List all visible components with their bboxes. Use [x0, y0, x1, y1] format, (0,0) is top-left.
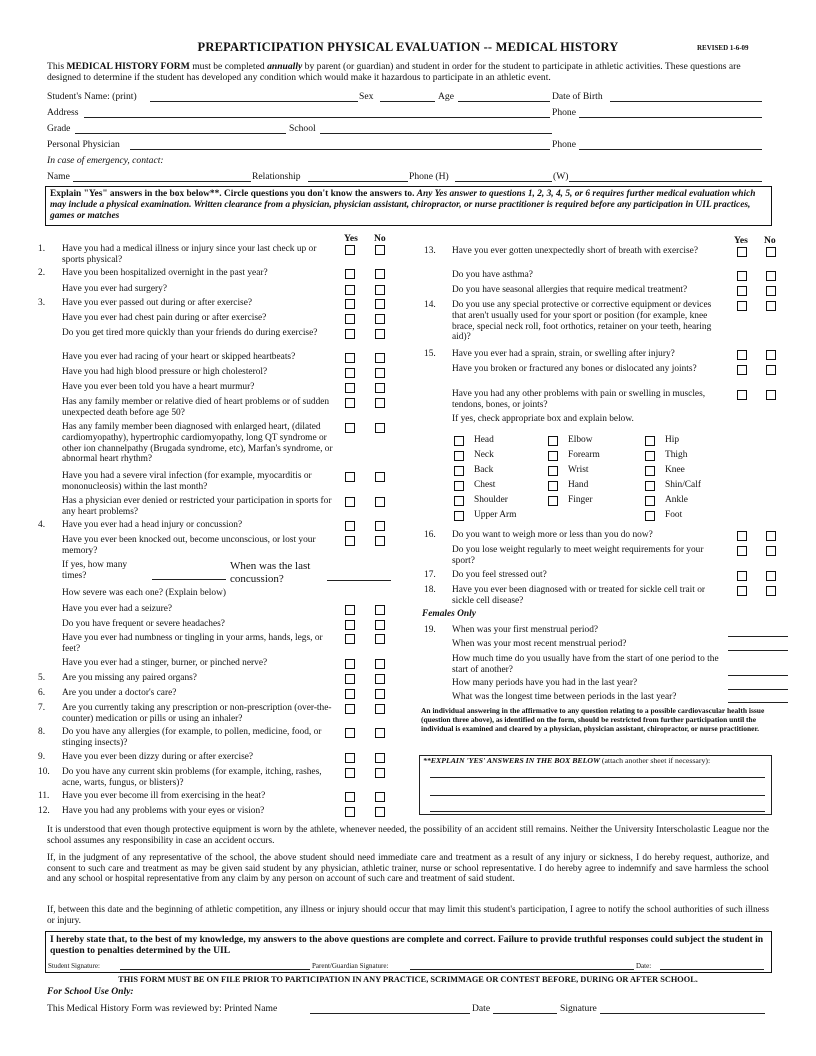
intro-mid: must be completed	[189, 61, 268, 72]
no-checkbox[interactable]	[375, 659, 385, 669]
question-number: 11.	[38, 791, 50, 801]
no-checkbox[interactable]	[375, 398, 385, 408]
phone-w-field[interactable]	[569, 181, 762, 182]
body-check-label: If yes, check appropriate box and explain below.	[452, 414, 634, 424]
intro-text	[47, 61, 772, 83]
explain-line-2[interactable]	[430, 795, 765, 796]
answer-line[interactable]	[728, 689, 788, 690]
grade-label: Grade	[47, 123, 71, 134]
question-text: Have you had high blood pressure or high cholesterol?	[62, 367, 268, 377]
student-signature-label: Student Signature:	[48, 962, 100, 970]
question-text: How many periods have you had in the last year?	[452, 678, 638, 688]
no-checkbox[interactable]	[375, 497, 385, 507]
physician-phone-field[interactable]	[579, 149, 762, 150]
question-text: Are you missing any paired organs?	[62, 673, 197, 683]
no-checkbox[interactable]	[375, 768, 385, 778]
question-number: 17.	[424, 570, 436, 580]
no-checkbox[interactable]	[766, 571, 776, 581]
yes-checkbox[interactable]	[737, 586, 747, 596]
signature-date-field[interactable]	[660, 969, 764, 970]
body-part-checkbox[interactable]	[454, 496, 464, 506]
question-text: Are you currently taking any prescription or non-prescription (over-the-counter) medication or pills or using an inhaler?	[62, 703, 332, 724]
yes-checkbox[interactable]	[345, 497, 355, 507]
address-field[interactable]	[84, 117, 550, 118]
dob-field[interactable]	[610, 101, 762, 102]
instructions-italic: Any Yes answer to questions 1, 2, 3, 4, 5, or 6 requires further medical evaluation which may include a physical examination. Written clearance from a physician, physician assistant, chiropractor, or nurse practitioner is required before any participation in UIL practices, games or matches	[50, 189, 756, 221]
question-text: Have you ever gotten unexpectedly short of breath with exercise?	[452, 246, 698, 256]
intro-form-name: MEDICAL HISTORY FORM	[66, 61, 190, 72]
body-part-checkbox[interactable]	[548, 466, 558, 476]
body-part-label: Foot	[665, 510, 683, 520]
yes-checkbox[interactable]	[345, 792, 355, 802]
yes-checkbox[interactable]	[345, 314, 355, 324]
yes-checkbox[interactable]	[345, 768, 355, 778]
question-text: Have you ever been told you have a heart murmur?	[62, 382, 255, 392]
phone-label: Phone	[552, 107, 576, 118]
no-checkbox[interactable]	[766, 586, 776, 596]
notify-paragraph: If, between this date and the beginning of athletic competition, any illness or injury should occur that may limit this student's participation, I agree to notify the school authorities of such illness or injury.	[47, 905, 769, 926]
no-checkbox[interactable]	[375, 704, 385, 714]
body-part-label: Neck	[474, 450, 494, 460]
no-checkbox[interactable]	[375, 423, 385, 433]
yes-checkbox[interactable]	[737, 365, 747, 375]
reviewed-date-label: Date	[472, 1003, 491, 1014]
question-number: 15.	[424, 349, 436, 359]
intro-post: by parent (or guardian) and student in order for the student to participate in athletic activities. These questions are designed to determine if the student has developed any condition which would make it hazardous to participate in an athletic event.	[47, 61, 741, 84]
yes-checkbox[interactable]	[345, 689, 355, 699]
question-text: Do you want to weigh more or less than you do now?	[452, 530, 653, 540]
reviewed-signature-label: Signature	[560, 1003, 597, 1014]
question-number: 19.	[424, 625, 436, 635]
question-text: Are you under a doctor's care?	[62, 688, 177, 698]
answer-line[interactable]	[728, 650, 788, 651]
body-part-checkbox[interactable]	[454, 481, 464, 491]
last-concussion-label: When was the last concussion?	[230, 560, 311, 585]
question-number: 1.	[38, 244, 46, 254]
phone-h-field[interactable]	[455, 181, 552, 182]
no-checkbox[interactable]	[375, 792, 385, 802]
no-checkbox[interactable]	[375, 634, 385, 644]
no-checkbox[interactable]	[766, 365, 776, 375]
yes-checkbox[interactable]	[345, 245, 355, 255]
school-field[interactable]	[320, 133, 552, 134]
question-text: Do you have any allergies (for example, to pollen, medicine, food, or stinging insects)?	[62, 727, 322, 748]
yes-checkbox[interactable]	[345, 383, 355, 393]
body-part-label: Finger	[568, 495, 593, 505]
body-part-label: Elbow	[568, 435, 593, 445]
yes-checkbox[interactable]	[345, 728, 355, 738]
question-text: Do you have asthma?	[452, 270, 533, 280]
body-part-checkbox[interactable]	[548, 451, 558, 461]
relationship-label: Relationship	[252, 171, 301, 182]
yes-checkbox[interactable]	[345, 634, 355, 644]
question-text: Have you ever had numbness or tingling in your arms, hands, legs, or feet?	[62, 633, 323, 654]
liability-paragraph: It is understood that even though protective equipment is worn by the athlete, whenever needed, the possibility of an accident still remains. Neither the University Interscholastic League nor the school assumes any responsibility in case an accident occurs.	[47, 825, 769, 846]
question-text: Have you ever had chest pain during or after exercise?	[62, 313, 267, 323]
phone-h-label: Phone (H)	[409, 171, 449, 182]
yes-checkbox[interactable]	[345, 620, 355, 630]
revision-date: REVISED 1-6-09	[697, 44, 749, 52]
question-text: Have you ever been diagnosed with or treated for sickle cell trait or sickle cell disease?	[452, 585, 706, 606]
phone-w-label: (W)	[553, 171, 569, 182]
answer-line[interactable]	[728, 702, 788, 703]
body-part-label: Upper Arm	[474, 510, 517, 520]
instructions-bold: Explain "Yes" answers in the box below**. Circle questions you don't know the answers to.	[50, 189, 417, 199]
question-text: When was your most recent menstrual period?	[452, 639, 627, 649]
physician-phone-label: Phone	[552, 139, 576, 150]
body-part-label: Thigh	[665, 450, 688, 460]
question-text: Have you ever had racing of your heart or skipped heartbeats?	[62, 352, 296, 362]
body-part-checkbox[interactable]	[454, 511, 464, 521]
yes-checkbox[interactable]	[737, 546, 747, 556]
body-part-label: Hand	[568, 480, 589, 490]
yes-checkbox[interactable]	[737, 271, 747, 281]
question-text: Do you lose weight regularly to meet weight requirements for your sport?	[452, 545, 704, 566]
yes-checkbox[interactable]	[345, 472, 355, 482]
explain-line-3[interactable]	[430, 811, 765, 812]
question-number: 7.	[38, 703, 46, 713]
school-label: School	[289, 123, 316, 134]
no-checkbox[interactable]	[375, 521, 385, 531]
question-text: Do you use any special protective or corrective equipment or devices that aren't usually used for your sport or position (for example, knee brace, special neck roll, foot orthotics, retainer on your teeth, hearing aid)?	[452, 300, 712, 343]
question-number: 3.	[38, 298, 46, 308]
question-text: How much time do you usually have from the start of one period to the start of another?	[452, 654, 719, 675]
student-signature-field[interactable]	[120, 969, 310, 970]
no-checkbox[interactable]	[766, 301, 776, 311]
no-checkbox[interactable]	[375, 728, 385, 738]
no-header-left: No	[374, 233, 386, 244]
body-part-label: Wrist	[568, 465, 589, 475]
physician-label: Personal Physician	[47, 139, 120, 150]
question-number: 10.	[38, 767, 50, 777]
body-part-label: Chest	[474, 480, 496, 490]
no-checkbox[interactable]	[375, 753, 385, 763]
emergency-name-field[interactable]	[73, 181, 251, 182]
intro-annually: annually	[267, 61, 303, 72]
yes-checkbox[interactable]	[345, 299, 355, 309]
emergency-label: In case of emergency, contact:	[47, 155, 164, 166]
no-checkbox[interactable]	[766, 546, 776, 556]
yes-checkbox[interactable]	[345, 536, 355, 546]
yes-checkbox[interactable]	[737, 531, 747, 541]
body-part-label: Shin/Calf	[665, 480, 701, 490]
yes-checkbox[interactable]	[737, 286, 747, 296]
concussion-severity-label: How severe was each one? (Explain below)	[62, 588, 226, 598]
body-part-label: Head	[474, 435, 494, 445]
statement-text: I hereby state that, to the best of my knowledge, my answers to the above questions are complete and correct. Failure to provide truthful responses could subject the student in question to penalties determined by the UIL	[50, 934, 764, 957]
no-checkbox[interactable]	[375, 620, 385, 630]
body-part-checkbox[interactable]	[645, 451, 655, 461]
question-number: 13.	[424, 246, 436, 256]
question-text: Have you ever passed out during or after exercise?	[62, 298, 253, 308]
page-title: PREPARTICIPATION PHYSICAL EVALUATION -- MEDICAL HISTORY	[197, 40, 619, 54]
concussion-times-label: If yes, how many times?	[62, 560, 128, 581]
body-part-label: Knee	[665, 465, 685, 475]
yes-checkbox[interactable]	[345, 807, 355, 817]
no-checkbox[interactable]	[375, 285, 385, 295]
no-checkbox[interactable]	[375, 329, 385, 339]
question-number: 16.	[424, 530, 436, 540]
body-part-checkbox[interactable]	[454, 466, 464, 476]
no-checkbox[interactable]	[766, 390, 776, 400]
yes-checkbox[interactable]	[345, 329, 355, 339]
body-part-checkbox[interactable]	[645, 511, 655, 521]
yes-checkbox[interactable]	[345, 659, 355, 669]
yes-checkbox[interactable]	[345, 423, 355, 433]
statement-box	[45, 931, 772, 973]
file-notice: THIS FORM MUST BE ON FILE PRIOR TO PARTICIPATION IN ANY PRACTICE, SCRIMMAGE OR CONTEST BEFORE, DURING OR AFTER SCHOOL.	[118, 975, 698, 984]
body-part-checkbox[interactable]	[645, 481, 655, 491]
answer-line[interactable]	[728, 636, 788, 637]
question-number: 12.	[38, 806, 50, 816]
yes-checkbox[interactable]	[345, 269, 355, 279]
question-number: 4.	[38, 520, 46, 530]
question-text: Have you had any problems with your eyes or vision?	[62, 806, 265, 816]
sex-field[interactable]	[380, 101, 435, 102]
no-checkbox[interactable]	[375, 353, 385, 363]
cardio-warning: An individual answering in the affirmative to any question relating to a possible cardiovascular health issue (question three above), as identified on the form, should be restricted from further participation until the individual is examined and cleared by a physician, physician assistant, chiropractor, or nurse practitioner.	[421, 706, 765, 733]
question-number: 8.	[38, 727, 46, 737]
yes-checkbox[interactable]	[345, 368, 355, 378]
no-checkbox[interactable]	[375, 472, 385, 482]
yes-checkbox[interactable]	[345, 353, 355, 363]
relationship-field[interactable]	[308, 181, 408, 182]
student-name-field[interactable]	[150, 101, 358, 102]
body-part-checkbox[interactable]	[454, 436, 464, 446]
yes-checkbox[interactable]	[345, 398, 355, 408]
body-part-checkbox[interactable]	[454, 451, 464, 461]
no-checkbox[interactable]	[766, 531, 776, 541]
no-checkbox[interactable]	[375, 368, 385, 378]
question-text: Has any family member or relative died of heart problems or of sudden unexpected death before age 50?	[62, 397, 330, 418]
body-part-label: Ankle	[665, 495, 688, 505]
question-text: Have you ever had a stinger, burner, or pinched nerve?	[62, 658, 268, 668]
no-checkbox[interactable]	[375, 299, 385, 309]
no-checkbox[interactable]	[766, 247, 776, 257]
phone-field[interactable]	[579, 117, 762, 118]
yes-checkbox[interactable]	[345, 753, 355, 763]
signature-date-label: Date:	[636, 962, 652, 970]
body-part-checkbox[interactable]	[548, 496, 558, 506]
females-only-label: Females Only	[422, 609, 476, 619]
reviewed-by-label: This Medical History Form was reviewed by: Printed Name	[47, 1003, 278, 1014]
question-text: Have you ever been dizzy during or after exercise?	[62, 752, 254, 762]
no-checkbox[interactable]	[375, 674, 385, 684]
intro-pre: This	[47, 61, 67, 72]
yes-checkbox[interactable]	[737, 390, 747, 400]
question-text: Have you ever had surgery?	[62, 284, 167, 294]
age-field[interactable]	[458, 101, 550, 102]
body-part-label: Forearm	[568, 450, 600, 460]
question-text: Have you had a medical illness or injury since your last check up or sports physical?	[62, 244, 317, 265]
question-text: Have you had any other problems with pain or swelling in muscles, tendons, bones, or joints?	[452, 389, 706, 410]
question-text: Have you ever had a head injury or concussion?	[62, 520, 243, 530]
question-text: Have you had a severe viral infection (for example, myocarditis or mononucleosis) within the last month?	[62, 471, 312, 492]
question-number: 5.	[38, 673, 46, 683]
yes-header-left: Yes	[344, 233, 358, 244]
question-number: 18.	[424, 585, 436, 595]
no-header-right: No	[764, 235, 776, 246]
yes-checkbox[interactable]	[737, 247, 747, 257]
question-text: What was the longest time between periods in the last year?	[452, 692, 677, 702]
emergency-name-label: Name	[47, 171, 70, 182]
question-number: 9.	[38, 752, 46, 762]
yes-checkbox[interactable]	[345, 674, 355, 684]
no-checkbox[interactable]	[766, 286, 776, 296]
instructions-box	[45, 186, 772, 226]
body-part-label: Back	[474, 465, 494, 475]
question-number: 2.	[38, 268, 46, 278]
no-checkbox[interactable]	[375, 245, 385, 255]
yes-checkbox[interactable]	[345, 521, 355, 531]
body-part-label: Hip	[665, 435, 680, 445]
yes-checkbox[interactable]	[345, 285, 355, 295]
explain-title-note: (attach another sheet if necessary):	[599, 756, 711, 765]
reviewed-signature-field[interactable]	[600, 1013, 765, 1014]
question-text: Have you broken or fractured any bones or dislocated any joints?	[452, 364, 697, 374]
address-label: Address	[47, 107, 79, 118]
question-number: 6.	[38, 688, 46, 698]
question-text: When was your first menstrual period?	[452, 625, 599, 635]
question-text: Have you ever had a sprain, strain, or swelling after injury?	[452, 349, 675, 359]
student-name-label: Student's Name: (print)	[47, 91, 137, 102]
concussion-times-field[interactable]	[152, 579, 226, 580]
question-text: Has a physician ever denied or restricted your participation in sports for any heart problems?	[62, 496, 332, 517]
sex-label: Sex	[359, 91, 374, 102]
no-checkbox[interactable]	[375, 807, 385, 817]
parent-signature-field[interactable]	[410, 969, 634, 970]
question-text: Have you been hospitalized overnight in the past year?	[62, 268, 268, 278]
physician-field[interactable]	[130, 149, 550, 150]
question-text: Has any family member been diagnosed with enlarged heart, (dilated cardiomyopathy), hypertrophic cardiomyopathy, long QT syndrome or other ion channelpathy (Brugada syndrome, etc), Marfan's syndrome, or abnormal heart rhythm?	[62, 422, 333, 465]
question-text: Have you ever been knocked out, become unconscious, or lost your memory?	[62, 535, 316, 556]
no-checkbox[interactable]	[375, 536, 385, 546]
question-text: Have you ever had a seizure?	[62, 604, 173, 614]
dob-label: Date of Birth	[552, 91, 603, 102]
consent-paragraph: If, in the judgment of any representative of the school, the above student should need immediate care and treatment as a result of any injury or sickness, I do hereby request, authorize, and consent to such care and treatment as may be given said student by any physician, athletic trainer, nurse or school representative. I do hereby agree to indemnify and save harmless the school and any school or hospital representative from any claim by any person on account of such care and treatment of said student.	[47, 853, 769, 885]
yes-checkbox[interactable]	[737, 350, 747, 360]
question-text: Do you have seasonal allergies that require medical treatment?	[452, 285, 688, 295]
no-checkbox[interactable]	[375, 689, 385, 699]
question-number: 14.	[424, 300, 436, 310]
last-concussion-field[interactable]	[327, 580, 391, 581]
yes-header-right: Yes	[734, 235, 748, 246]
yes-checkbox[interactable]	[345, 605, 355, 615]
yes-checkbox[interactable]	[737, 571, 747, 581]
reviewed-name-field[interactable]	[310, 1013, 470, 1014]
no-checkbox[interactable]	[375, 269, 385, 279]
no-checkbox[interactable]	[766, 271, 776, 281]
body-part-checkbox[interactable]	[645, 466, 655, 476]
question-text: Do you have any current skin problems (for example, itching, rashes, acne, warts, fungus, or blisters)?	[62, 767, 322, 788]
body-part-checkbox[interactable]	[548, 436, 558, 446]
age-label: Age	[438, 91, 454, 102]
reviewed-date-field[interactable]	[493, 1013, 557, 1014]
body-part-checkbox[interactable]	[645, 496, 655, 506]
question-text: Do you have frequent or severe headaches?	[62, 619, 225, 629]
question-text: Do you get tired more quickly than your friends do during exercise?	[62, 328, 318, 338]
explain-title-bold: **EXPLAIN 'YES' ANSWERS IN THE BOX BELOW	[423, 756, 600, 765]
no-checkbox[interactable]	[375, 383, 385, 393]
no-checkbox[interactable]	[375, 605, 385, 615]
question-text: Do you feel stressed out?	[452, 570, 547, 580]
body-part-checkbox[interactable]	[645, 436, 655, 446]
body-part-checkbox[interactable]	[548, 481, 558, 491]
question-text: Have you ever become ill from exercising in the heat?	[62, 791, 266, 801]
no-checkbox[interactable]	[766, 350, 776, 360]
explain-answers-title	[423, 757, 710, 766]
no-checkbox[interactable]	[375, 314, 385, 324]
yes-checkbox[interactable]	[345, 704, 355, 714]
school-use-label: For School Use Only:	[47, 986, 134, 997]
grade-field[interactable]	[75, 133, 286, 134]
yes-checkbox[interactable]	[737, 301, 747, 311]
parent-signature-label: Parent/Guardian Signature:	[312, 962, 389, 970]
body-part-label: Shoulder	[474, 495, 508, 505]
explain-line-1[interactable]	[430, 777, 765, 778]
answer-line[interactable]	[728, 675, 788, 676]
